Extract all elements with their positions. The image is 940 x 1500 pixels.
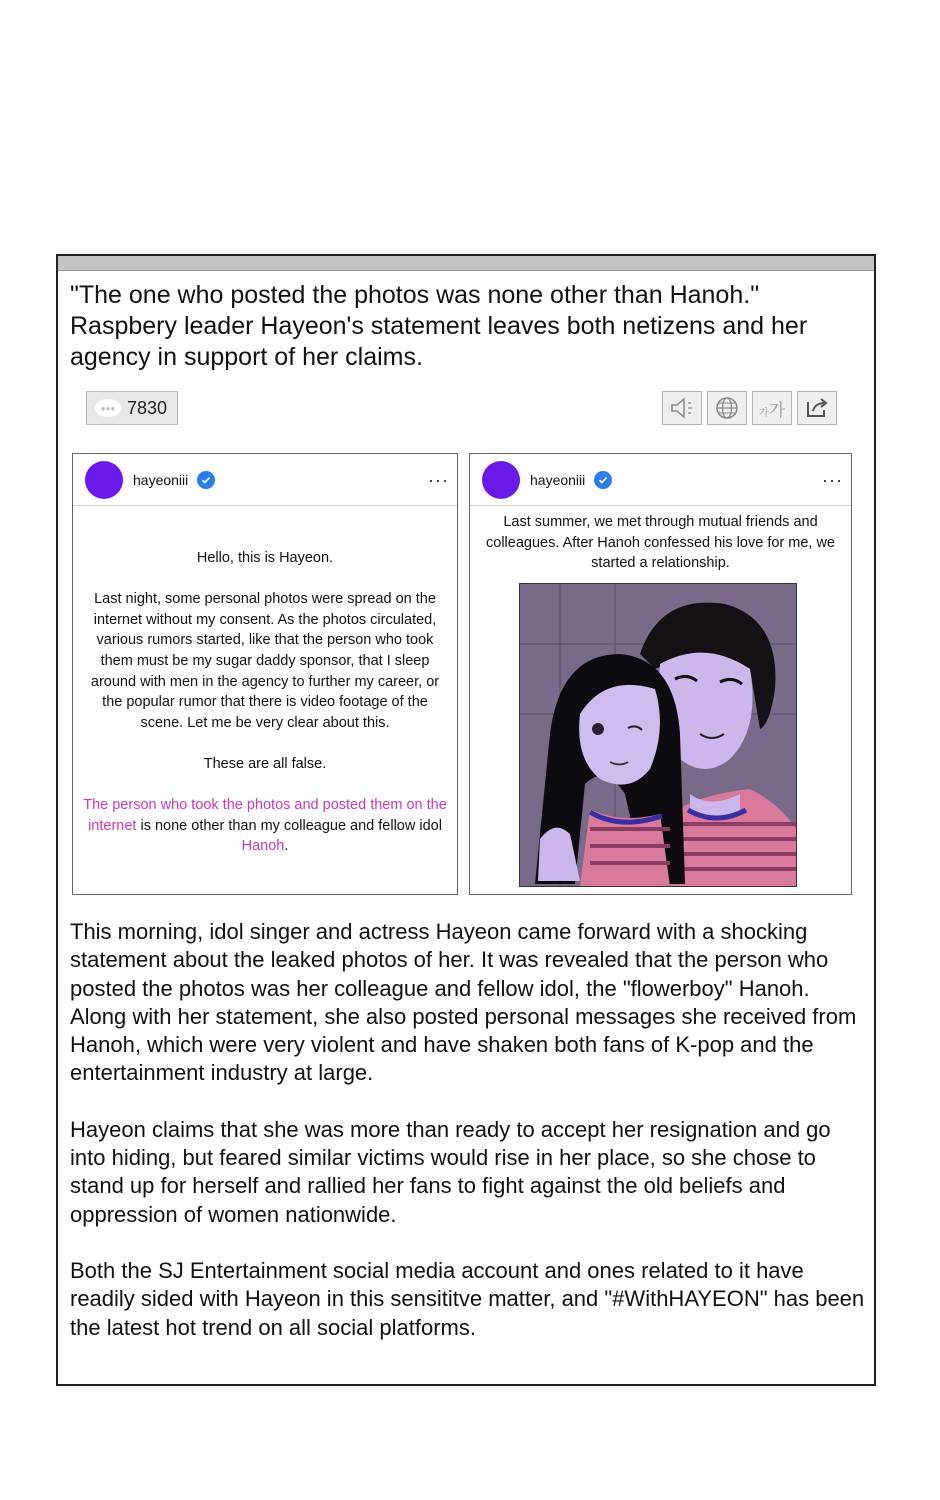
avatar[interactable] — [85, 461, 123, 499]
translate-button[interactable] — [707, 391, 747, 425]
share-button[interactable] — [797, 391, 837, 425]
post-text — [73, 506, 457, 857]
globe-icon — [715, 396, 739, 420]
post-caption: Last summer, we met through mutual friends and colleagues. After Hanoh confessed his love for me, we started a relationship. — [486, 514, 835, 572]
reveal-name: Hanoh — [241, 838, 285, 855]
post-false-line: These are all false. — [203, 755, 327, 772]
more-options-icon[interactable]: ··· — [822, 469, 843, 490]
article-paragraph: Both the SJ Entertainment social media account and ones related to it have readily sided with Hayeon in this sensititve matter, and "#WithHAYEON" has been the latest hot trend on all social platforms. — [70, 1257, 865, 1340]
article-paragraph: Hayeon claims that she was more than ready to accept her resignation and go into hiding, but feared similar victims would rise in her place, so she chose to stand up for herself and rallied her fans to fight against the old beliefs and oppression of women nationwide. — [70, 1116, 831, 1227]
share-icon — [804, 397, 830, 419]
post-paragraph: Last night, some personal photos were spread on the internet without my consent. As the photos circulated, various rumors started, like that the person who took them must be my sugar daddy sponsor, that I sleep around with men in the agency to further my career, or the popular rumor that there is video footage of the scene. Let me be very clear about this. — [90, 591, 440, 731]
verified-badge-icon — [197, 471, 215, 489]
font-size-button[interactable] — [752, 391, 792, 425]
speaker-button[interactable] — [662, 391, 702, 425]
post-header — [73, 454, 457, 506]
social-post-statement — [72, 453, 458, 895]
article-top-bar — [58, 256, 874, 271]
article-paragraph: This morning, idol singer and actress Hayeon came forward with a shocking statement about the leaked photos of her. It was revealed that the person who posted the photos was her colleague and fellow idol, the "flowerboy" Hanoh. Along with her statement, she also posted personal messages she received from Hanoh, which were very violent and have shaken both fans of K-pop and the entertainment industry at large. — [70, 919, 857, 1086]
article-body — [70, 918, 870, 1370]
news-article — [56, 254, 876, 1386]
avatar[interactable] — [482, 461, 520, 499]
speaker-icon — [669, 397, 695, 419]
post-username[interactable]: hayeoniii — [530, 471, 586, 488]
post-username[interactable]: hayeoniii — [133, 471, 189, 488]
post-greeting: Hello, this is Hayeon. — [196, 550, 334, 566]
more-options-icon[interactable]: ··· — [428, 469, 449, 490]
verified-badge-icon — [594, 471, 612, 489]
article-headline: "The one who posted the photos was none other than Hanoh." Raspbery leader Hayeon's statement leaves both netizens and her agency in support of her claims. — [70, 281, 808, 371]
article-toolbar — [662, 391, 837, 425]
social-post-photo — [469, 453, 852, 895]
reveal-middle: is none other than my colleague and fellow idol — [136, 817, 442, 834]
comment-count: 7830 — [127, 397, 168, 418]
comment-count-button[interactable] — [86, 391, 178, 425]
post-header — [470, 454, 851, 506]
post-reveal — [81, 795, 449, 857]
reveal-end: . — [284, 838, 289, 855]
reveal-highlight: The person who took the photos and posted them on the internet — [83, 797, 447, 834]
couple-photo — [519, 583, 797, 887]
font-size-icon: 가가 — [758, 400, 786, 420]
comment-bubble-icon: ●●● — [95, 399, 121, 417]
